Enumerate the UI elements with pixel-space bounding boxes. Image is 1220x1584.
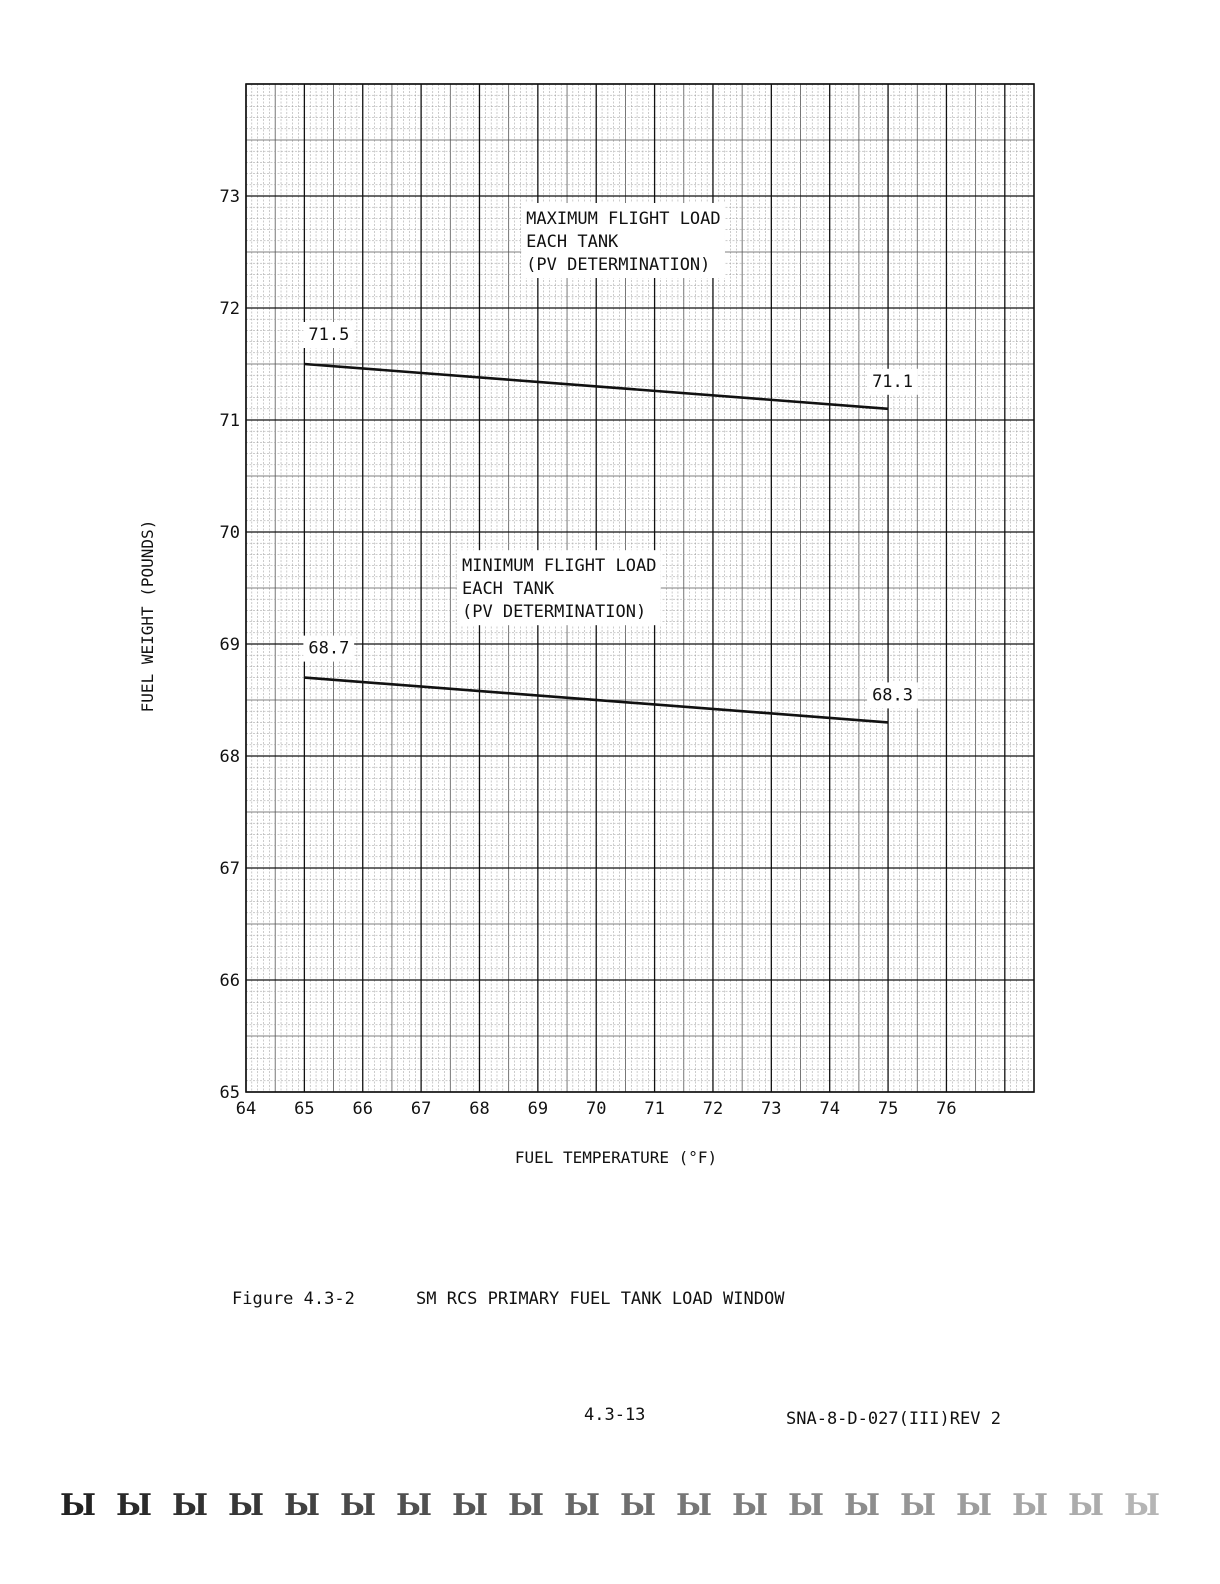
edge-mark: Ы	[1068, 1488, 1105, 1523]
edge-mark: Ы	[172, 1488, 209, 1523]
x-tick-label: 69	[527, 1099, 549, 1119]
x-tick-label: 76	[936, 1099, 957, 1119]
x-tick-label: 71	[644, 1099, 665, 1119]
max-end-label	[867, 369, 918, 395]
figure-number: Figure 4.3-2	[232, 1289, 355, 1309]
edge-mark: Ы	[396, 1488, 433, 1523]
x-tick-label: 74	[819, 1099, 840, 1119]
edge-mark: Ы	[228, 1488, 265, 1523]
y-tick-label: 65	[219, 1083, 240, 1103]
x-tick-label: 73	[761, 1099, 782, 1119]
edge-mark: Ы	[620, 1488, 657, 1523]
x-axis-title: FUEL TEMPERATURE (°F)	[514, 1148, 718, 1167]
x-tick-label: 64	[235, 1099, 257, 1119]
max-load-note-line: MAXIMUM FLIGHT LOAD	[526, 209, 721, 229]
min-start-label	[303, 636, 354, 662]
y-tick-label: 73	[219, 187, 240, 207]
x-tick-label: 65	[294, 1099, 315, 1119]
min-end-label-line: 68.3	[872, 685, 914, 706]
y-tick-label: 70	[219, 523, 240, 543]
x-tick-labels	[236, 1099, 957, 1119]
x-tick-label: 67	[410, 1099, 432, 1119]
edge-mark: Ы	[788, 1488, 825, 1523]
edge-mark: Ы	[732, 1488, 769, 1523]
value-labels	[303, 322, 918, 708]
x-tick-label: 75	[877, 1099, 899, 1119]
edge-mark: Ы	[1012, 1488, 1049, 1523]
edge-mark: Ы	[508, 1488, 545, 1523]
max-load-note-line: (PV DETERMINATION)	[526, 255, 711, 275]
x-tick-label: 70	[585, 1099, 607, 1119]
max-start-label-line: 71.5	[308, 325, 350, 345]
min-end-label	[867, 682, 918, 708]
min-load-note-line: EACH TANK	[461, 579, 555, 600]
edge-mark: Ы	[340, 1488, 377, 1523]
y-tick-label: 66	[219, 971, 240, 991]
min-load-note-line: MINIMUM FLIGHT LOAD	[461, 556, 657, 577]
y-tick-label: 68	[219, 747, 240, 767]
figure-title: SM RCS PRIMARY FUEL TANK LOAD WINDOW	[416, 1289, 785, 1309]
edge-mark: Ы	[564, 1488, 601, 1523]
y-tick-label: 67	[219, 859, 240, 879]
edge-mark: Ы	[956, 1488, 993, 1523]
y-tick-label: 72	[219, 299, 240, 319]
edge-mark: Ы	[60, 1488, 97, 1523]
x-tick-label: 66	[352, 1099, 373, 1119]
max-start-label	[303, 322, 354, 348]
edge-mark: Ы	[900, 1488, 937, 1523]
edge-mark: Ы	[116, 1488, 153, 1523]
y-tick-labels	[220, 187, 240, 1103]
edge-mark: Ы	[452, 1488, 489, 1523]
edge-mark: Ы	[844, 1488, 881, 1523]
page-edge-marks	[60, 1488, 1160, 1524]
edge-mark: Ы	[676, 1488, 713, 1523]
y-tick-label: 71	[219, 411, 240, 431]
edge-mark: Ы	[1124, 1488, 1161, 1523]
edge-mark: Ы	[284, 1488, 321, 1523]
x-tick-label: 72	[702, 1099, 724, 1119]
y-axis-title: FUEL WEIGHT (POUNDS)	[138, 519, 157, 713]
page-number: 4.3-13	[584, 1405, 646, 1425]
max-load-note-line: EACH TANK	[526, 232, 619, 252]
min-start-label-line: 68.7	[308, 638, 350, 659]
x-tick-label: 68	[469, 1099, 490, 1119]
max-load-note	[521, 203, 725, 278]
document-id: SNA-8-D-027(III)REV 2	[786, 1409, 1001, 1429]
y-tick-label: 69	[219, 635, 240, 655]
min-load-note	[457, 550, 661, 625]
min-load-note-line: (PV DETERMINATION)	[461, 602, 647, 623]
max-end-label-line: 71.1	[872, 371, 914, 392]
